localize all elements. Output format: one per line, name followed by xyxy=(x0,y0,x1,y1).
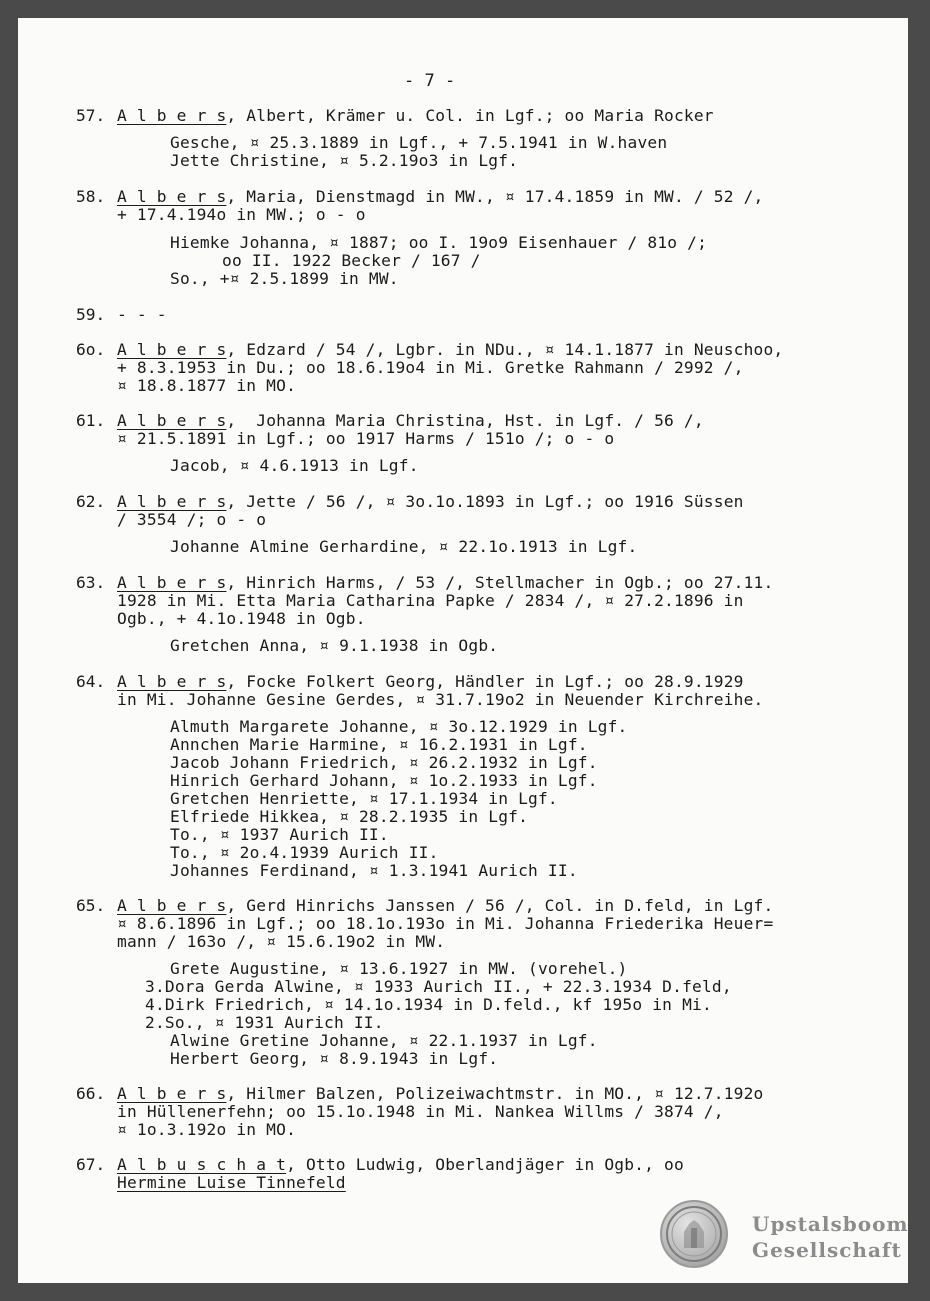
entry-line: 4.Dirk Friedrich, ¤ 14.1o.1934 in D.feld., kf 195o in Mi. xyxy=(145,995,712,1014)
entry-line: Ogb., + 4.1o.1948 in Ogb. xyxy=(117,609,366,628)
entry-line: Annchen Marie Harmine, ¤ 16.2.1931 in Lgf. xyxy=(170,735,588,754)
entry-line: in Mi. Johanne Gesine Gerdes, ¤ 31.7.19o2 in Neuender Kirchreihe. xyxy=(117,690,764,709)
entry-line: Gretchen Anna, ¤ 9.1.1938 in Ogb. xyxy=(170,636,499,655)
entry-line: ¤ 1o.3.192o in MO. xyxy=(117,1120,297,1139)
entry-line: Gretchen Henriette, ¤ 17.1.1934 in Lgf. xyxy=(170,789,558,808)
entry-line: Herbert Georg, ¤ 8.9.1943 in Lgf. xyxy=(170,1049,499,1068)
entry-line: Gesche, ¤ 25.3.1889 in Lgf., + 7.5.1941 in W.haven xyxy=(170,133,668,152)
entry-line: 1928 in Mi. Etta Maria Catharina Papke / 2834 /, ¤ 27.2.1896 in xyxy=(117,591,744,610)
entry-line: Jacob Johann Friedrich, ¤ 26.2.1932 in Lgf. xyxy=(170,753,598,772)
entry-line: ¤ 8.6.1896 in Lgf.; oo 18.1o.193o in Mi. Johanna Friederika Heuer= xyxy=(117,914,774,933)
entry-line: ¤ 18.8.1877 in MO. xyxy=(117,376,297,395)
entry-number: 63. xyxy=(76,573,106,592)
entry-line: Elfriede Hikkea, ¤ 28.2.1935 in Lgf. xyxy=(170,807,529,826)
entry-line: - - - xyxy=(117,305,167,324)
entry-surname: A l b u s c h a t xyxy=(117,1155,287,1174)
entry-line: Johannes Ferdinand, ¤ 1.3.1941 Aurich II. xyxy=(170,861,578,880)
entry-number: 67. xyxy=(76,1155,106,1174)
entry-surname: A l b e r s xyxy=(117,187,227,206)
entry-line: in Hüllenerfehn; oo 15.1o.1948 in Mi. Nankea Willms / 3874 /, xyxy=(117,1102,724,1121)
entry-line: A l b e r s, Albert, Krämer u. Col. in Lgf.; oo Maria Rocker xyxy=(117,106,714,125)
entry-number: 6o. xyxy=(76,340,106,359)
entry-line: / 3554 /; o - o xyxy=(117,510,267,529)
entry-line: A l b e r s, Gerd Hinrichs Janssen / 56 /, Col. in D.feld, in Lgf. xyxy=(117,896,774,915)
entry-line: oo II. 1922 Becker / 167 / xyxy=(222,251,481,270)
entry-line: A l b u s c h a t, Otto Ludwig, Oberlandjäger in Ogb., oo xyxy=(117,1155,684,1174)
seal-icon xyxy=(660,1200,728,1268)
entry-number: 64. xyxy=(76,672,106,691)
entry-line: A l b e r s, Focke Folkert Georg, Händler in Lgf.; oo 28.9.1929 xyxy=(117,672,744,691)
entry-number: 59. xyxy=(76,305,106,324)
entry-line: A l b e r s, Maria, Dienstmagd in MW., ¤ 17.4.1859 in MW. / 52 /, xyxy=(117,187,764,206)
entry-line: 2.So., ¤ 1931 Aurich II. xyxy=(145,1013,384,1032)
entry-surname: A l b e r s xyxy=(117,106,227,125)
entry-line: + 8.3.1953 in Du.; oo 18.6.19o4 in Mi. Gretke Rahmann / 2992 /, xyxy=(117,358,744,377)
entry-line: Jette Christine, ¤ 5.2.19o3 in Lgf. xyxy=(170,151,519,170)
entry-line: To., ¤ 1937 Aurich II. xyxy=(170,825,389,844)
entry-number: 66. xyxy=(76,1084,106,1103)
entry-number: 58. xyxy=(76,187,106,206)
entry-line: + 17.4.194o in MW.; o - o xyxy=(117,205,366,224)
entry-line: 3.Dora Gerda Alwine, ¤ 1933 Aurich II., + 22.3.1934 D.feld, xyxy=(145,977,732,996)
logo-line1: Upstalsboom xyxy=(752,1212,909,1236)
entry-line: mann / 163o /, ¤ 15.6.19o2 in MW. xyxy=(117,932,446,951)
entry-surname: A l b e r s xyxy=(117,411,227,430)
entry-surname: A l b e r s xyxy=(117,340,227,359)
entry-surname: A l b e r s xyxy=(117,492,227,511)
entry-line: A l b e r s, Hilmer Balzen, Polizeiwachtmstr. in MO., ¤ 12.7.192o xyxy=(117,1084,764,1103)
entry-line: ¤ 21.5.1891 in Lgf.; oo 1917 Harms / 151o /; o - o xyxy=(117,429,615,448)
entry-line: Grete Augustine, ¤ 13.6.1927 in MW. (vorehel.) xyxy=(170,959,628,978)
entry-number: 61. xyxy=(76,411,106,430)
entry-line: A l b e r s, Johanna Maria Christina, Hst. in Lgf. / 56 /, xyxy=(117,411,704,430)
entry-line: A l b e r s, Edzard / 54 /, Lgbr. in NDu., ¤ 14.1.1877 in Neuschoo, xyxy=(117,340,784,359)
entry-line: A l b e r s, Jette / 56 /, ¤ 3o.1o.1893 in Lgf.; oo 1916 Süssen xyxy=(117,492,744,511)
entry-line: Almuth Margarete Johanne, ¤ 3o.12.1929 in Lgf. xyxy=(170,717,628,736)
entry-line: Alwine Gretine Johanne, ¤ 22.1.1937 in Lgf. xyxy=(170,1031,598,1050)
entry-line: Hermine Luise Tinnefeld xyxy=(117,1173,346,1192)
entry-line: A l b e r s, Hinrich Harms, / 53 /, Stellmacher in Ogb.; oo 27.11. xyxy=(117,573,774,592)
entry-surname: A l b e r s xyxy=(117,896,227,915)
entry-line: Hinrich Gerhard Johann, ¤ 1o.2.1933 in Lgf. xyxy=(170,771,598,790)
entry-line: To., ¤ 2o.4.1939 Aurich II. xyxy=(170,843,439,862)
entry-line: Hiemke Johanna, ¤ 1887; oo I. 19o9 Eisenhauer / 81o /; xyxy=(170,233,708,252)
entry-line: So., +¤ 2.5.1899 in MW. xyxy=(170,269,399,288)
entry-surname: A l b e r s xyxy=(117,1084,227,1103)
page-number: - 7 - xyxy=(404,71,456,91)
entry-number: 65. xyxy=(76,896,106,915)
entry-line: Johanne Almine Gerhardine, ¤ 22.1o.1913 in Lgf. xyxy=(170,537,638,556)
entry-number: 57. xyxy=(76,106,106,125)
logo-line2: Gesellschaft xyxy=(752,1238,902,1262)
entry-surname: A l b e r s xyxy=(117,672,227,691)
entry-line: Jacob, ¤ 4.6.1913 in Lgf. xyxy=(170,456,419,475)
entry-surname: A l b e r s xyxy=(117,573,227,592)
upstalsboom-logo xyxy=(660,1200,909,1270)
entry-number: 62. xyxy=(76,492,106,511)
